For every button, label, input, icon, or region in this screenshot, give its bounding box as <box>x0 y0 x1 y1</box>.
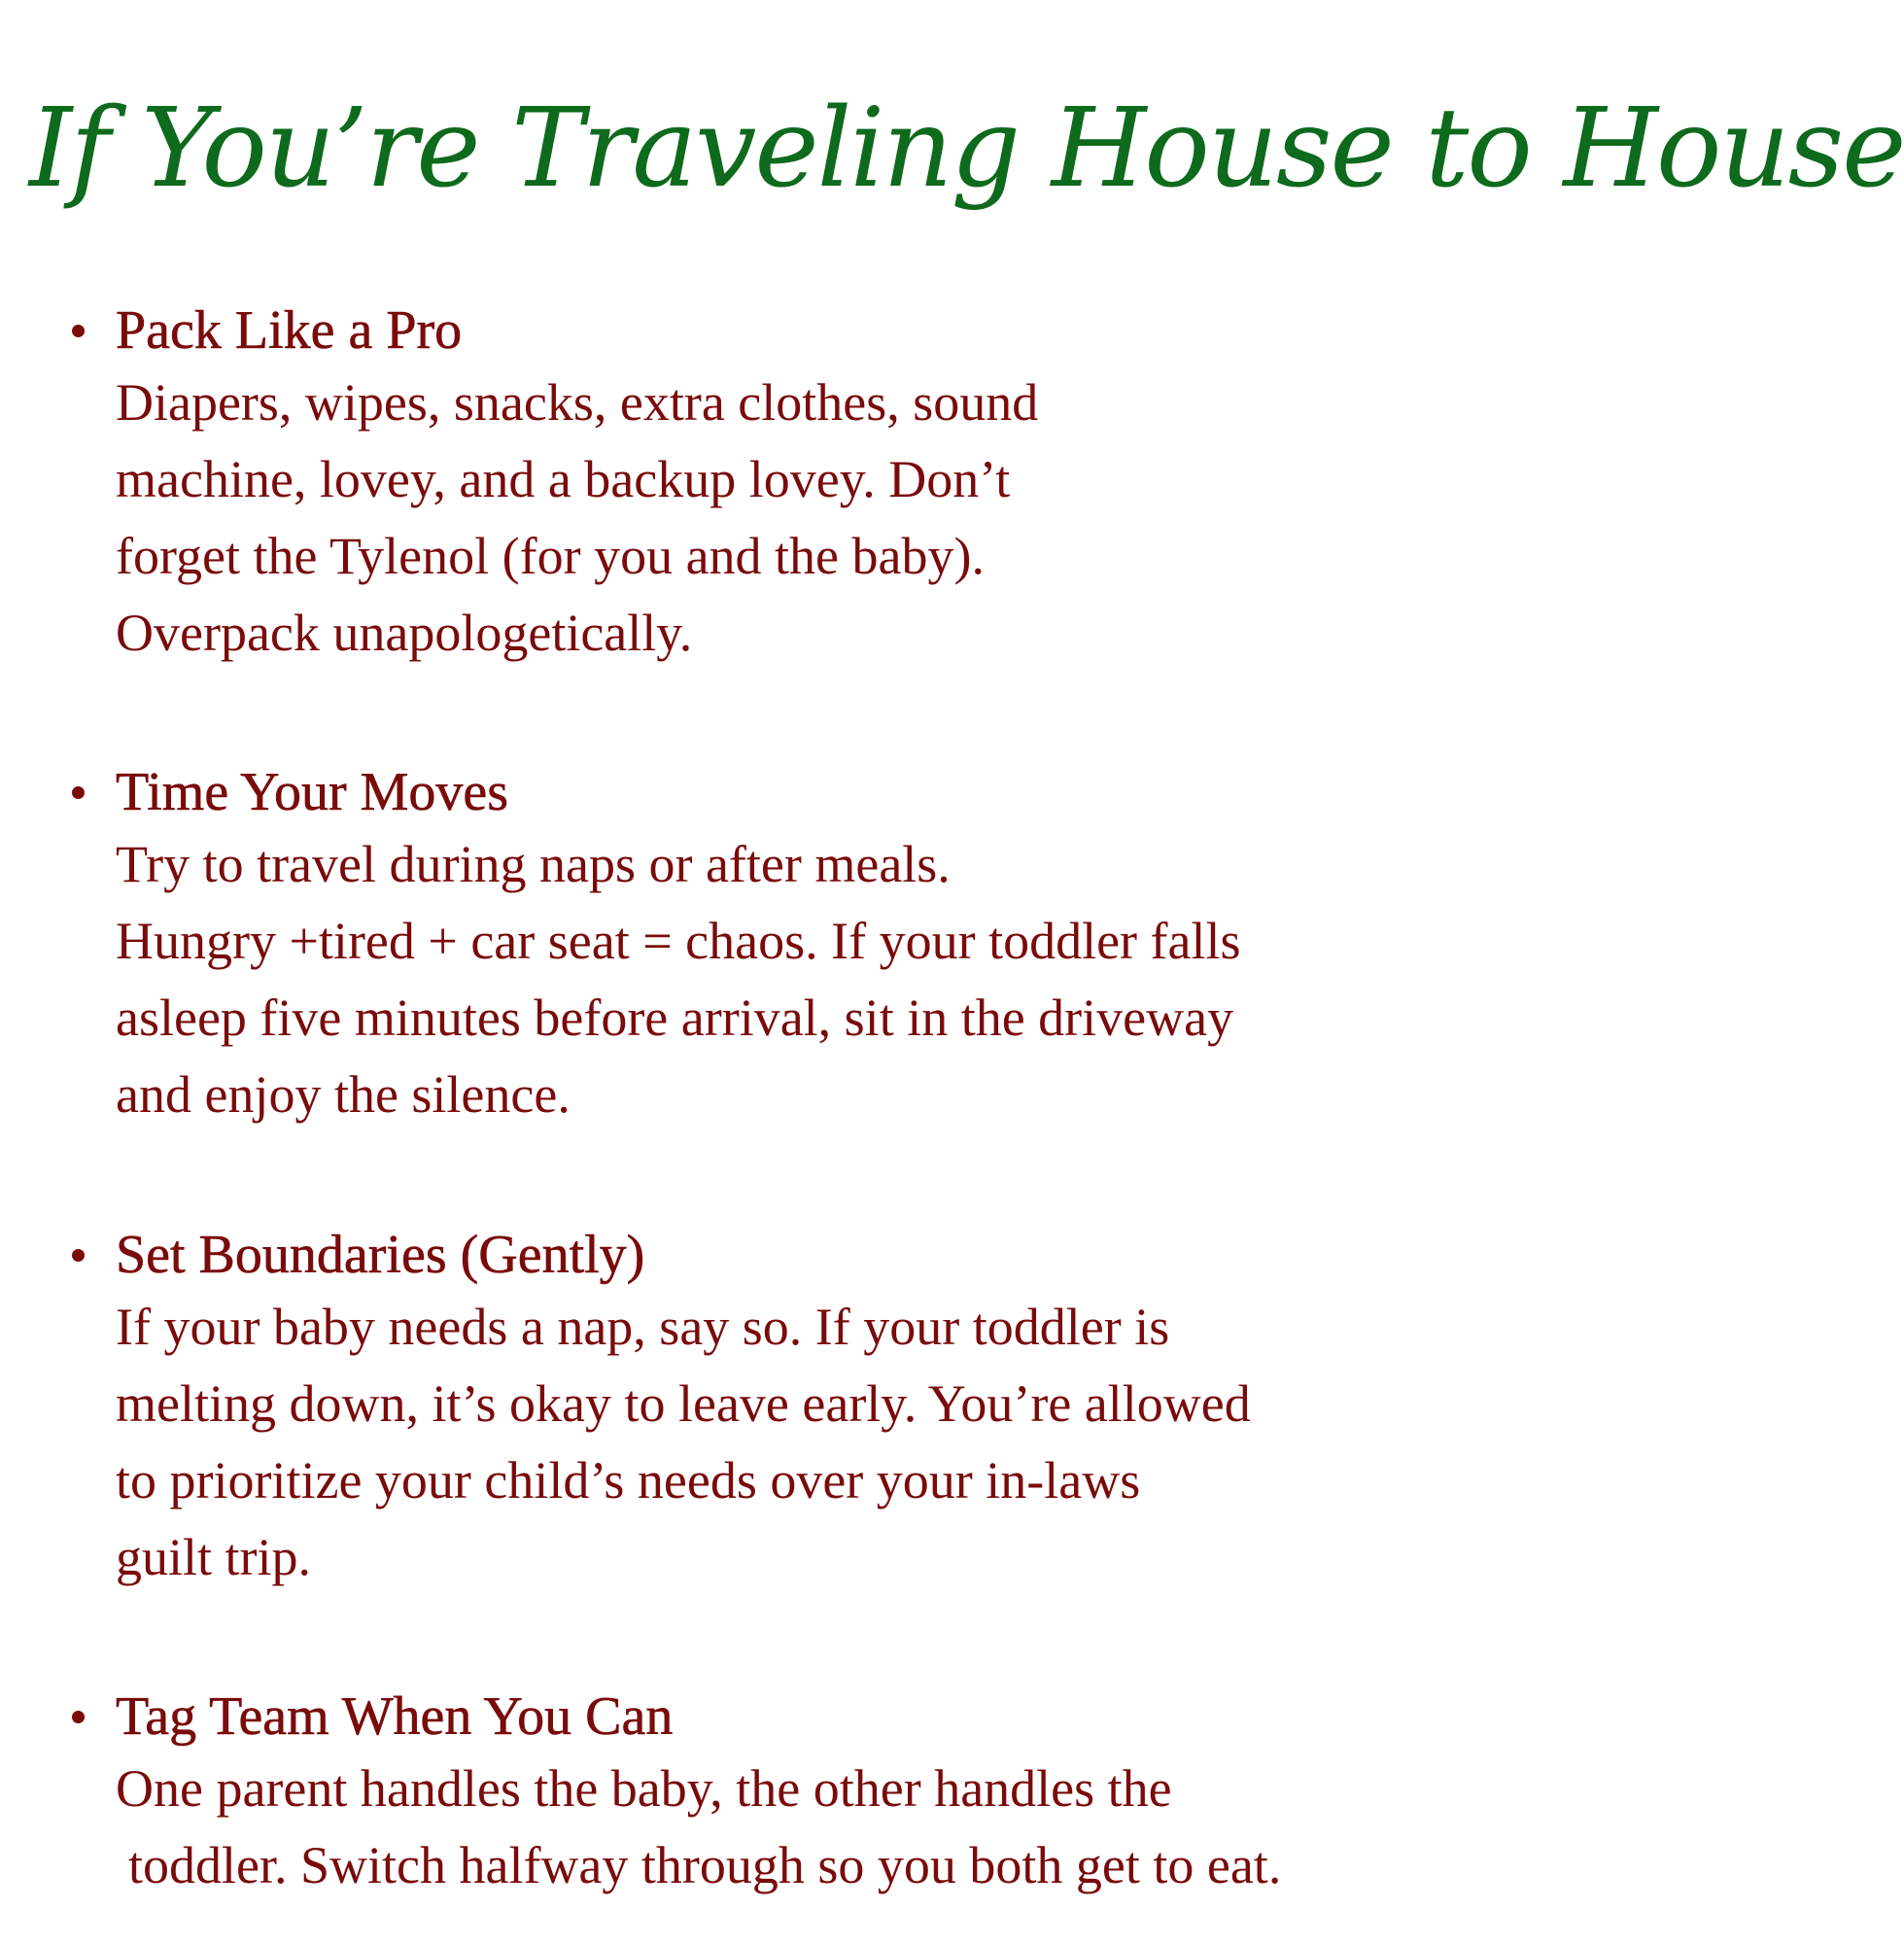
bullet-icon <box>72 786 85 799</box>
tip-body-line: guilt trip. <box>116 1528 311 1586</box>
tip-body-line: to prioritize your child’s needs over your in-laws <box>116 1451 1141 1510</box>
tip-heading: Time Your Moves <box>116 762 509 822</box>
tip-body <box>116 364 1038 672</box>
tip-heading: Set Boundaries (Gently) <box>116 1225 645 1285</box>
tip-body-line: and enjoy the silence. <box>116 1065 571 1124</box>
tip-body <box>116 1289 1251 1596</box>
bullet-icon <box>72 1711 85 1723</box>
tip-body-line: toddler. Switch halfway through so you both get to eat. <box>128 1836 1282 1894</box>
tip-body-line: If your baby needs a nap, say so. If your toddler is <box>116 1298 1170 1356</box>
tip-body-line: One parent handles the baby, the other handles the <box>116 1759 1172 1818</box>
tip-heading: Pack Like a Pro <box>116 300 463 361</box>
bullet-icon <box>72 1249 85 1262</box>
tip-body-line: machine, lovey, and a backup lovey. Don’t <box>116 450 1011 508</box>
tip-body-line: forget the Tylenol (for you and the baby). <box>116 527 985 585</box>
tip-body-line: Try to travel during naps or after meals. <box>116 835 951 893</box>
tip-heading: Tag Team When You Can <box>116 1686 674 1747</box>
bullet-icon <box>72 325 85 337</box>
page-title: If You’re Traveling House to House <box>29 86 1904 212</box>
tip-body-line: Hungry +tired + car seat = chaos. If your toddler falls <box>116 912 1241 970</box>
tip-body-line: melting down, it’s okay to leave early. You’re allowed <box>116 1374 1251 1433</box>
tip-body <box>116 826 1241 1133</box>
tip-body-line: Overpack unapologetically. <box>116 604 693 662</box>
tip-body-line: Diapers, wipes, snacks, extra clothes, sound <box>116 373 1039 432</box>
tip-body <box>116 1751 1281 1904</box>
tip-body-line: asleep five minutes before arrival, sit in the driveway <box>116 989 1234 1047</box>
